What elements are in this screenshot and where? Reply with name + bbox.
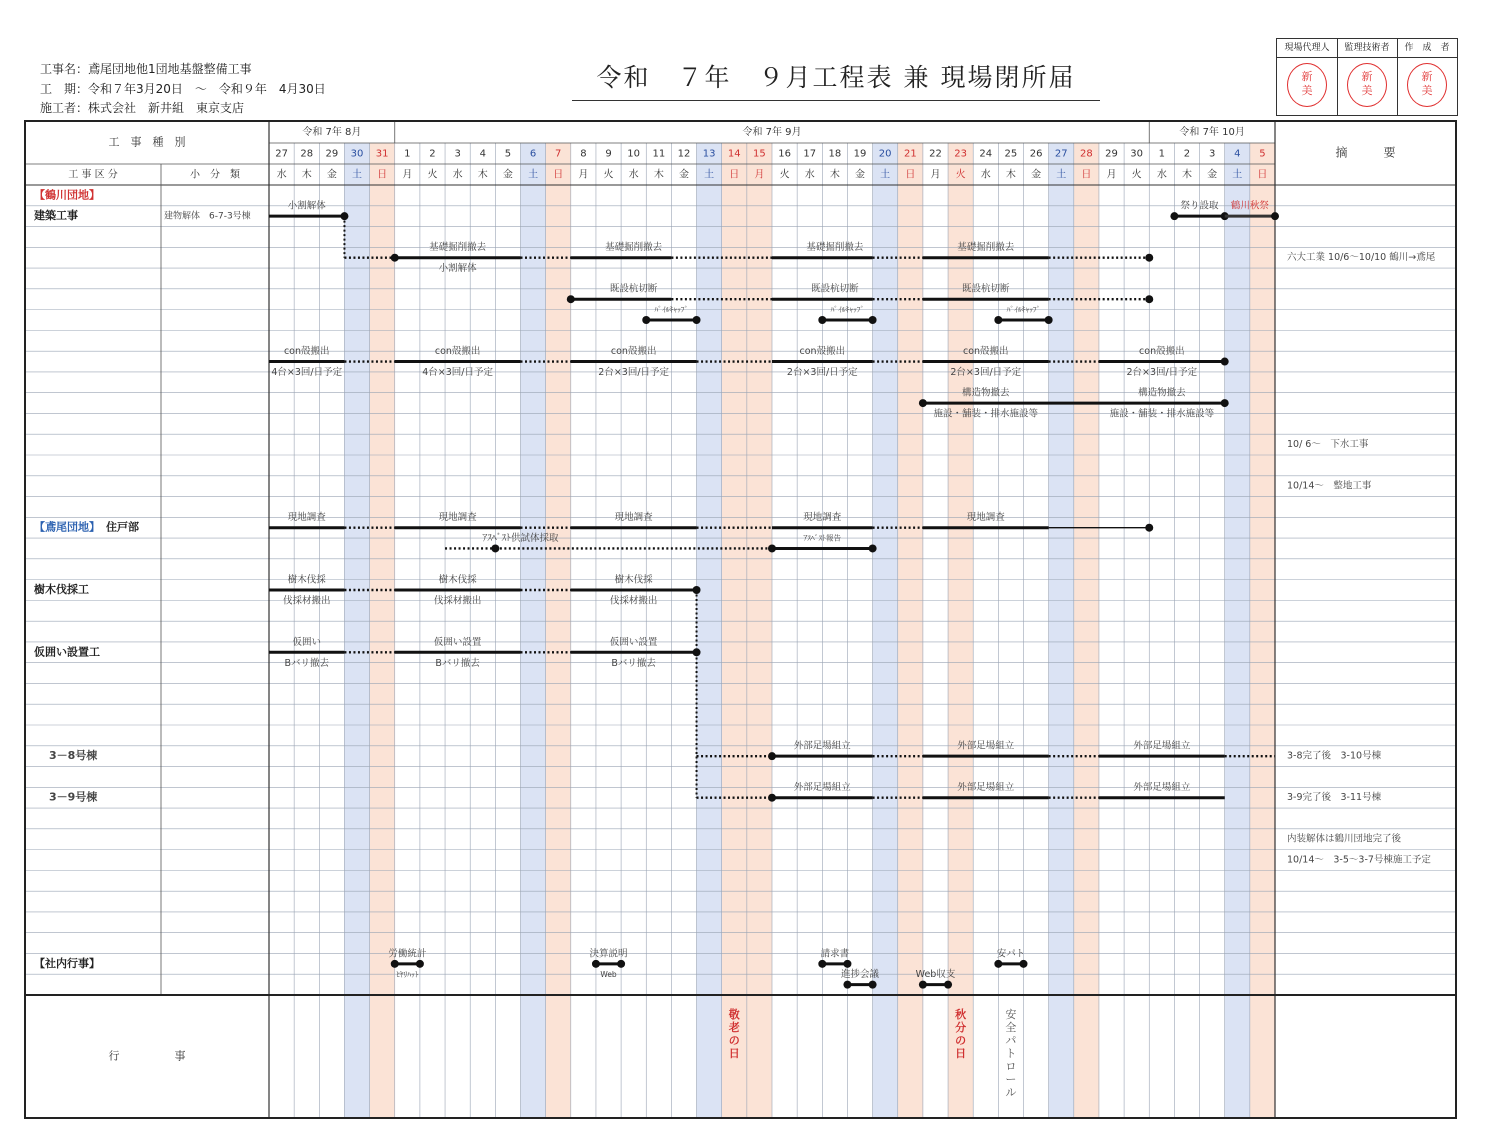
- day-column-fill: [344, 143, 369, 1118]
- bar-label: 2台×3回/日予定: [1126, 367, 1198, 379]
- day-number: 4: [479, 148, 486, 160]
- milestone-dot: [1271, 212, 1279, 220]
- header-work-type: 工 事 種 別: [108, 135, 186, 149]
- seal-icon: 新 美: [1287, 63, 1327, 107]
- milestone-dot: [869, 981, 877, 989]
- bar-label: 仮囲い設置: [609, 636, 658, 648]
- bar-label: 基礎掘削撤去: [429, 242, 487, 254]
- bar-label: 請求書: [820, 948, 850, 960]
- bar-label: 進捗会議: [841, 969, 880, 981]
- milestone-dot: [567, 295, 575, 303]
- day-number: 5: [1259, 148, 1266, 160]
- weekday-label: 月: [578, 169, 589, 181]
- day-number: 8: [580, 148, 587, 160]
- bar-label: con殻搬出: [799, 346, 846, 358]
- bar-label: Bバリ撤去: [435, 657, 480, 669]
- milestone-dot: [1221, 399, 1229, 407]
- work-label: 建物解体 6-7-3号棟: [164, 211, 251, 222]
- weekday-label: 土: [1056, 169, 1067, 181]
- contractor: 施工者：株式会社 新井組 東京支店: [40, 101, 245, 115]
- weekday-label: 金: [1207, 169, 1218, 181]
- remark-text: 六大工業 10/6～10/10 鶴川→鳶尾: [1287, 252, 1436, 264]
- remark-text: 10/14～ 整地工事: [1287, 480, 1372, 492]
- bar-label: 現地調査: [438, 512, 477, 524]
- milestone-dot: [416, 960, 424, 968]
- day-number: 1: [404, 148, 411, 160]
- milestone-dot: [617, 960, 625, 968]
- weekday-label: 土: [1232, 169, 1243, 181]
- bar-label: ﾋﾔﾘﾊｯﾄ: [396, 969, 419, 979]
- work-label: 3－9号棟: [49, 790, 98, 804]
- milestone-dot: [994, 960, 1002, 968]
- stamp-label: 監理技術者: [1337, 39, 1397, 58]
- bar-label: 仮囲い: [292, 636, 321, 648]
- bar-label: 4台×3回/日予定: [422, 367, 493, 379]
- weekday-label: 土: [352, 169, 363, 181]
- day-number: 17: [803, 148, 817, 160]
- day-number: 18: [828, 148, 842, 160]
- day-number: 10: [627, 148, 641, 160]
- month-label: 令和 7年 9月: [742, 127, 802, 138]
- day-number: 28: [1080, 148, 1093, 160]
- day-number: 29: [1105, 148, 1118, 160]
- day-number: 14: [727, 148, 741, 160]
- event-char: 日: [955, 1047, 967, 1060]
- day-number: 28: [300, 148, 314, 160]
- milestone-dot: [642, 316, 650, 324]
- weekday-label: 火: [1131, 169, 1142, 181]
- weekday-label: 火: [779, 169, 790, 181]
- event-char: の: [955, 1034, 967, 1047]
- weekday-label: 木: [1005, 169, 1016, 181]
- weekday-label: 日: [1257, 169, 1268, 181]
- bar-label: 外部足場組立: [957, 740, 1015, 752]
- remark-text: 10/ 6～ 下水工事: [1287, 439, 1369, 451]
- work-label: 建築工事: [34, 209, 78, 223]
- day-number: 16: [778, 148, 791, 160]
- bar-label: 現地調査: [287, 512, 326, 524]
- weekday-label: 火: [427, 169, 438, 181]
- stamp-label: 作 成 者: [1397, 39, 1457, 58]
- weekday-label: 水: [980, 169, 991, 181]
- day-number: 13: [702, 148, 716, 160]
- header-work-division: 工 事 区 分: [68, 169, 118, 181]
- day-number: 1: [1158, 148, 1166, 160]
- bar-label: 2台×3回/日予定: [786, 367, 858, 379]
- weekday-label: 日: [377, 169, 388, 181]
- weekday-label: 金: [678, 169, 689, 181]
- weekday-label: 木: [653, 169, 664, 181]
- work-label: 【鳶尾団地】: [34, 520, 100, 534]
- day-number: 4: [1234, 148, 1241, 160]
- bar-label: 外部足場組立: [1133, 782, 1191, 794]
- bar-label: 基礎掘削撤去: [806, 242, 864, 254]
- day-column-fill: [1225, 143, 1250, 1118]
- weekday-label: 金: [1031, 169, 1042, 181]
- milestone-dot: [919, 399, 927, 407]
- bar-label: con殻搬出: [962, 346, 1009, 358]
- weekday-label: 水: [628, 169, 639, 181]
- bar-label: 4台×3回/日予定: [271, 367, 343, 379]
- weekday-label: 火: [603, 169, 614, 181]
- day-number: 5: [504, 148, 512, 160]
- day-number: 27: [1054, 148, 1068, 160]
- day-column-fill: [521, 143, 546, 1118]
- month-label: 令和 7年 8月: [302, 127, 362, 138]
- day-number: 3: [1208, 148, 1216, 160]
- remark-text: 3-8完了後 3-10号棟: [1287, 750, 1382, 762]
- milestone-dot: [1145, 524, 1153, 532]
- weekday-label: 木: [829, 169, 840, 181]
- day-number: 29: [325, 148, 339, 160]
- day-number: 6: [529, 148, 537, 160]
- work-label: 樹木伐採工: [34, 583, 89, 596]
- day-number: 23: [954, 148, 967, 160]
- bar-label: 現地調査: [966, 512, 1005, 524]
- bar-label: ｱｽﾍﾞｽﾄ供試体採取: [482, 532, 559, 544]
- event-char: 全: [1005, 1021, 1017, 1034]
- day-number: 2: [429, 148, 436, 160]
- weekday-label: 日: [905, 169, 916, 181]
- day-number: 21: [903, 148, 917, 160]
- bar-label: 小割解体: [287, 200, 326, 212]
- day-number: 15: [753, 148, 766, 160]
- milestone-dot: [1020, 960, 1028, 968]
- bar-label: 仮囲い設置: [433, 636, 482, 648]
- bar-label: 既設杭切断: [962, 283, 1010, 295]
- stamp-label: 現場代理人: [1277, 39, 1337, 58]
- weekday-label: 水: [1156, 169, 1167, 181]
- bar-label: 外部足場組立: [957, 782, 1015, 794]
- day-number: 26: [1029, 148, 1043, 160]
- bar-label: con殻搬出: [283, 346, 330, 358]
- milestone-dot: [843, 981, 851, 989]
- bar-label: 樹木伐採: [438, 574, 477, 586]
- bar-label: 基礎掘削撤去: [957, 242, 1015, 254]
- work-label-extra: 住戸部: [106, 520, 139, 534]
- bar-label: 施設・舗装・排水施設等: [1109, 408, 1215, 420]
- bar-label: 2台×3回/日予定: [598, 367, 670, 379]
- day-column-fill: [1250, 143, 1275, 1118]
- bar-label: con殻搬出: [610, 346, 657, 358]
- bar-label: 小割解体: [438, 263, 477, 275]
- bar-label: 現地調査: [803, 512, 842, 524]
- day-column-fill: [1074, 143, 1099, 1118]
- event-char: ロ: [1005, 1060, 1017, 1073]
- weekday-label: 土: [528, 169, 539, 181]
- day-number: 19: [853, 148, 867, 160]
- weekday-label: 水: [452, 169, 463, 181]
- bar-label: 既設杭切断: [609, 283, 658, 295]
- milestone-dot: [1145, 295, 1153, 303]
- milestone-dot: [818, 960, 826, 968]
- day-column-fill: [722, 143, 747, 1118]
- bar-label: 構造物撤去: [962, 387, 1010, 399]
- work-label: 仮囲い設置工: [34, 645, 100, 659]
- month-label: 令和 7年 10月: [1179, 127, 1245, 138]
- day-column-fill: [1049, 143, 1074, 1118]
- milestone-dot: [944, 981, 952, 989]
- weekday-label: 金: [855, 169, 866, 181]
- milestone-dot: [693, 648, 701, 656]
- weekday-label: 月: [1106, 169, 1117, 181]
- milestone-dot: [1145, 254, 1153, 262]
- day-number: 24: [979, 148, 993, 160]
- event-char: 敬: [728, 1008, 740, 1021]
- milestone-dot: [1045, 316, 1053, 324]
- bar-label: 伐採材搬出: [609, 595, 658, 607]
- milestone-dot: [693, 586, 701, 594]
- bar-label: 外部足場組立: [793, 740, 851, 752]
- day-column-fill: [747, 143, 772, 1118]
- remark-text: 10/14～ 3-5～3-7号棟施工予定: [1287, 854, 1431, 866]
- seal-icon: 新 美: [1347, 63, 1387, 107]
- day-number: 30: [1130, 148, 1144, 160]
- bar-label: 現地調査: [614, 512, 653, 524]
- day-number: 12: [677, 148, 691, 160]
- project-period: 工 期：令和７年3月20日 ～ 令和９年 4月30日: [40, 82, 326, 96]
- bar-label: 伐採材搬出: [433, 595, 482, 607]
- milestone-dot: [818, 316, 826, 324]
- weekday-label: 土: [880, 169, 891, 181]
- weekday-label: 木: [477, 169, 488, 181]
- bar-label: ﾊﾟｲﾙｷｬｯﾌﾟ: [1006, 305, 1041, 314]
- day-number: 7: [555, 148, 562, 160]
- milestone-dot: [592, 960, 600, 968]
- remark-text: 内装解体は鶴川団地完了後: [1287, 833, 1402, 845]
- bar-label: 安パト: [996, 948, 1026, 960]
- bar-label: 鶴川秋祭: [1230, 200, 1269, 212]
- event-char: の: [728, 1034, 740, 1047]
- day-column-fill: [697, 143, 722, 1118]
- milestone-dot: [869, 316, 877, 324]
- bar-label: 樹木伐採: [614, 574, 653, 586]
- bar-label: 祭り設取: [1180, 200, 1219, 212]
- bar-label: 構造物撤去: [1138, 387, 1186, 399]
- bar-label: ﾊﾟｲﾙｷｬｯﾌﾟ: [830, 305, 865, 314]
- milestone-dot: [693, 316, 701, 324]
- bar-label: 2台×3回/日予定: [950, 367, 1022, 379]
- day-number: 22: [929, 148, 942, 160]
- event-char: 秋: [955, 1008, 967, 1021]
- milestone-dot: [1170, 212, 1178, 220]
- weekday-label: 金: [502, 169, 513, 181]
- day-number: 27: [275, 148, 288, 160]
- bar-label: Bバリ撤去: [284, 657, 329, 669]
- weekday-label: 日: [729, 169, 740, 181]
- day-number: 31: [375, 148, 389, 160]
- bar-label: 既設杭切断: [811, 283, 859, 295]
- event-char: 安: [1005, 1008, 1017, 1021]
- day-number: 9: [605, 148, 612, 160]
- seal-icon: 新 美: [1407, 63, 1447, 107]
- milestone-dot: [340, 212, 348, 220]
- weekday-label: 水: [804, 169, 815, 181]
- bar-label: Web収支: [915, 969, 956, 981]
- weekday-label: 木: [1181, 169, 1192, 181]
- bar-label: 労働統計: [388, 948, 427, 960]
- weekday-label: 日: [553, 169, 564, 181]
- bar-label: 外部足場組立: [793, 782, 851, 794]
- milestone-dot: [919, 981, 927, 989]
- milestone-dot: [391, 960, 399, 968]
- event-char: パ: [1005, 1034, 1017, 1047]
- bar-label: ﾊﾟｲﾙｷｬｯﾌﾟ: [654, 305, 689, 314]
- event-char: ト: [1005, 1047, 1017, 1060]
- bar-label: con殻搬出: [1139, 346, 1185, 358]
- day-number: 20: [878, 148, 892, 160]
- weekday-label: 月: [930, 169, 941, 181]
- milestone-dot: [843, 960, 851, 968]
- event-char: 日: [728, 1047, 740, 1060]
- header-events: 行 事: [108, 1049, 186, 1063]
- weekday-label: 木: [301, 169, 312, 181]
- event-char: ル: [1005, 1086, 1017, 1099]
- day-number: 2: [1183, 148, 1191, 160]
- work-label: 【社内行事】: [34, 956, 100, 970]
- bar-label: 外部足場組立: [1133, 740, 1191, 752]
- weekday-label: 金: [326, 169, 337, 181]
- header-remarks: 摘 要: [1335, 145, 1396, 160]
- milestone-dot: [869, 544, 877, 552]
- bar-label: 伐採材搬出: [282, 595, 331, 607]
- weekday-label: 月: [402, 169, 413, 181]
- remark-text: 3-9完了後 3-11号棟: [1287, 792, 1382, 804]
- project-name: 工事名：鳶尾団地他1団地基盤整備工事: [40, 62, 252, 76]
- header-sub-class: 小 分 類: [190, 169, 240, 181]
- day-number: 11: [652, 148, 666, 160]
- weekday-label: 日: [1081, 169, 1092, 181]
- event-char: 老: [728, 1021, 740, 1034]
- bar-label: con殻搬出: [434, 346, 481, 358]
- weekday-label: 月: [754, 169, 765, 181]
- bar-label: 基礎掘削撤去: [605, 242, 663, 254]
- day-number: 3: [454, 148, 461, 160]
- day-number: 25: [1004, 148, 1018, 160]
- work-label: 【鶴川団地】: [34, 188, 100, 202]
- milestone-dot: [1221, 358, 1229, 366]
- bar-label: 施設・舗装・排水施設等: [933, 408, 1039, 420]
- weekday-label: 水: [276, 169, 287, 181]
- bar-label: ｱｽﾍﾞｽﾄ報告: [803, 533, 842, 543]
- day-column-fill: [546, 143, 571, 1118]
- page-title: 令和 ７年 ９月工程表 兼 現場閉所届: [572, 58, 1100, 101]
- bar-label: 決算説明: [589, 948, 628, 960]
- weekday-label: 火: [955, 169, 966, 181]
- bar-label: 樹木伐採: [287, 574, 326, 586]
- bar-label: Bバリ撤去: [611, 657, 656, 669]
- milestone-dot: [994, 316, 1002, 324]
- day-number: 30: [350, 148, 364, 160]
- day-column-fill: [370, 143, 395, 1118]
- weekday-label: 土: [704, 169, 715, 181]
- event-char: 分: [955, 1021, 967, 1034]
- bar-label: Web: [600, 969, 617, 979]
- event-char: ー: [1005, 1073, 1017, 1086]
- work-label: 3－8号棟: [49, 749, 98, 763]
